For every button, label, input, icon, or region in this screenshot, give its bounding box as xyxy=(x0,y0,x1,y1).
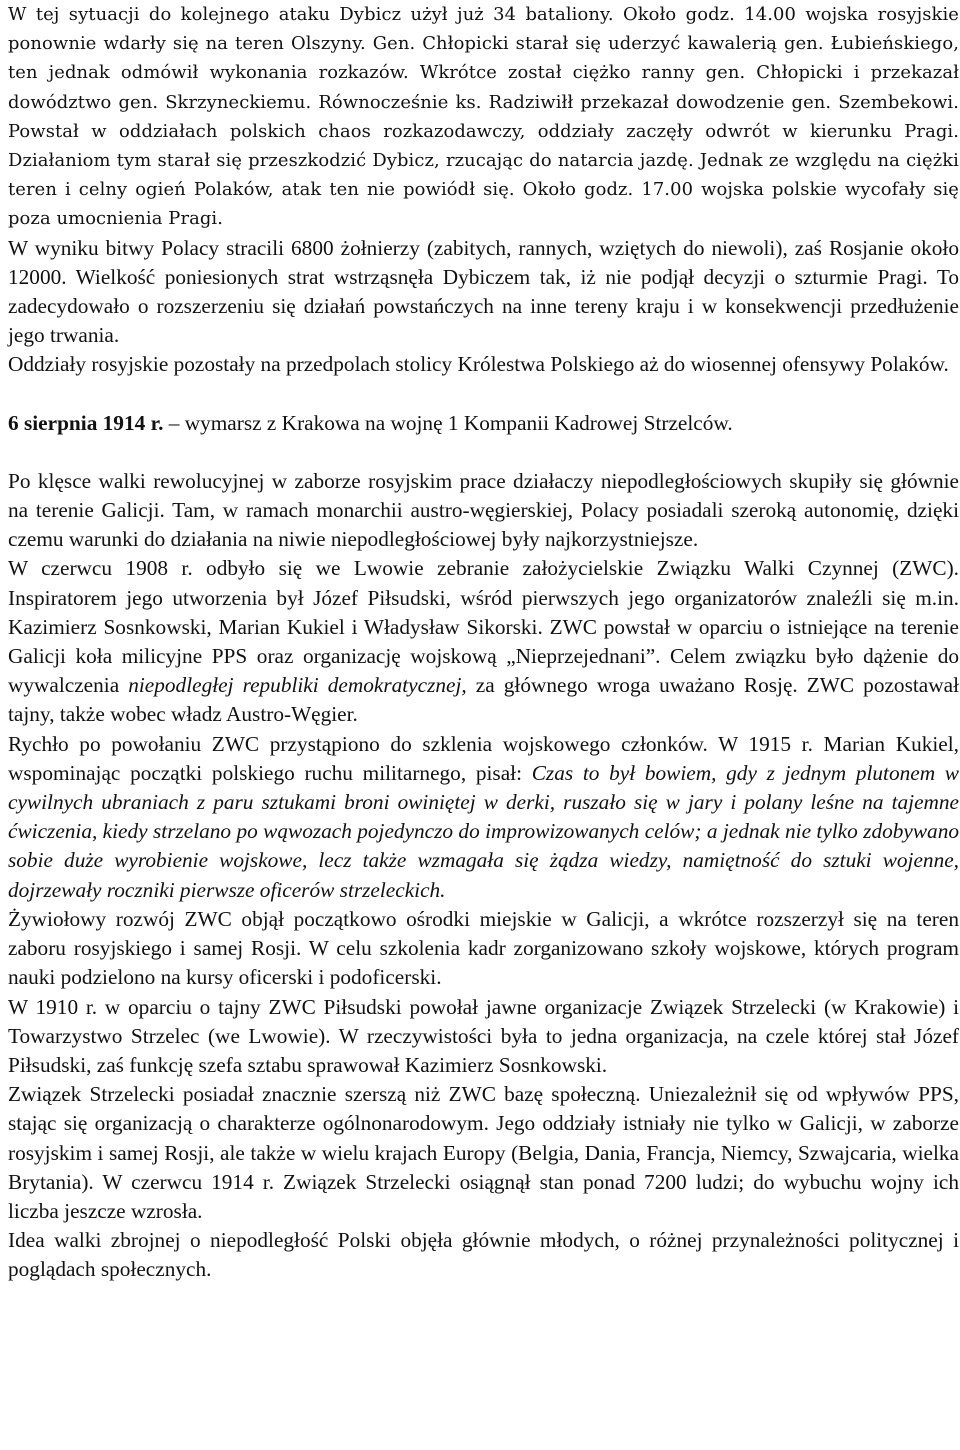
quotation: Czas to był bowiem, gdy z jednym plutonem w cywilnych ubraniach z paru sztukami broni owiniętej w derki, ruszało się w jary i polany leśne na tajemne ćwiczenia, kiedy strzelano po wąwozach pojedynczo do improwizowanych celów; a jednak nie tylko zdobywano sobie duże wyrobienie wojskowe, lecz także wzmagała się żądza wiedzy, namiętność do sztuki wojenne, dojrzewały roczniki pierwsze oficerów strzeleckich. xyxy=(8,760,959,902)
paragraph: Po klęsce walki rewolucyjnej w zaborze rosyjskim prace działaczy niepodległościowych skupiły się głównie na terenie Galicji. Tam, w ramach monarchii austro-węgierskiej, Polacy posiadali szeroką autonomię, dzięki czemu warunki do działania na niwie niepodległościowej były najkorzystniejsze. xyxy=(8,468,959,552)
spacer xyxy=(8,380,959,409)
dated-entry xyxy=(8,409,959,438)
paragraph: Związek Strzelecki posiadał znacznie szerszą niż ZWC bazę społeczną. Uniezależnił się od wpływów PPS, stając się organizacją o charakterze ogólnonarodowym. Jego oddziały istniały nie tylko w Galicji, w zaborze rosyjskim i samej Rosji, ale także w wielu krajach Europy (Belgia, Dania, Francja, Niemcy, Szwajcaria, wielka Brytania). W czerwcu 1914 r. Związek Strzelecki osiągnął stan ponad 7200 ludzi; do wybuchu wojny ich liczba jeszcze wzrosła. xyxy=(8,1082,959,1223)
paragraph xyxy=(8,554,959,729)
paragraph: W 1910 r. w oparciu o tajny ZWC Piłsudski powołał jawne organizacje Związek Strzelecki (w Krakowie) i Towarzystwo Strzelec (we Lwowie). W rzeczywistości była to jedna organizacja, na czele której stał Józef Piłsudski, zaś funkcję szefa sztabu sprawował Kazimierz Sosnkowski. xyxy=(8,994,959,1077)
text-run: Rychło po powołaniu ZWC przystąpiono do szklenia wojskowego członków. W 1915 r. Marian Kukiel, wspominając początki polskiego ruchu militarnego, pisał: xyxy=(8,731,959,785)
paragraph: W tej sytuacji do kolejnego ataku Dybicz użył już 34 bataliony. Około godz. 14.00 wojska rosyjskie ponownie wdarły się na teren Olszyny. Gen. Chłopicki starał się uderzyć kawalerią gen. Łubieńskiego, ten jednak odmówił wykonania rozkazów. Wkrótce został ciężko ranny gen. Chłopicki i przekazał dowództwo gen. Skrzyneckiemu. Równocześnie ks. Radziwiłł przekazał dowodzenie gen. Szembekowi. Powstał w oddziałach polskich chaos rozkazodawczy, oddziały zaczęły odwrót w kierunku Pragi. Działaniom tym starał się przeszkodzić Dybicz, rzucając do natarcia jazdę. Jednak ze względu na ciężki teren i celny ogień Polaków, atak ten nie powiódł się. Około godz. 17.00 wojska polskie wycofały się poza umocnienia Pragi. xyxy=(8,4,959,230)
spacer xyxy=(8,438,959,467)
battle-section xyxy=(8,0,959,234)
paragraph: Żywiołowy rozwój ZWC objął początkowo ośrodki miejskie w Galicji, a wkrótce rozszerzył się na teren zaboru rosyjskiego i samej Rosji. W celu szkolenia kadr zorganizowano szkoły wojskowe, których program nauki podzielono na kursy oficerski i podoficerski. xyxy=(8,906,959,990)
document-page xyxy=(8,0,959,1285)
paragraph: Idea walki zbrojnej o niepodległość Polski objęła głównie młodych, o różnej przynależności politycznej i poglądach społecznych. xyxy=(8,1228,959,1282)
text-run: za głównego wroga uważano Rosję. ZWC pozostawał tajny, także wobec władz Austro-Węgier. xyxy=(8,673,959,727)
entry-text: – wymarsz z Krakowa na wojnę 1 Kompanii Kadrowej Strzelców. xyxy=(163,410,733,435)
entry-date: 6 sierpnia 1914 r. xyxy=(8,410,164,435)
italic-text-run: niepodległej republiki demokratycznej, xyxy=(128,673,467,698)
paragraph: W wyniku bitwy Polacy stracili 6800 żołnierzy (zabitych, rannych, wziętych do niewoli), zaś Rosjanie około 12000. Wielkość poniesionych strat wstrząsnęła Dybiczem tak, iż nie podjął decyzji o szturmie Pragi. To zadecydowało o rozszerzeniu się działań powstańczych na inne tereny kraju i w konsekwencji przedłużenie jego trwania. xyxy=(8,235,959,348)
paragraph xyxy=(8,730,959,905)
paragraph: Oddziały rosyjskie pozostały na przedpolach stolicy Królestwa Polskiego aż do wiosennej ofensywy Polaków. xyxy=(8,352,949,377)
text-run: W czerwcu 1908 r. odbyło się we Lwowie zebranie założycielskie Związku Walki Czynnej (ZWC). Inspiratorem jego utworzenia był Józef Piłsudski, wśród pierwszych jego organizatorów znaleźli się m.in. Kazimierz Sosnkowski, Marian Kukiel i Władysław Sikorski. ZWC powstał w oparciu o istniejące na terenie Galicji koła milicyjne PPS oraz organizację wojskową „Nieprzejednani”. Celem związku było dążenie do wywalczenia xyxy=(8,556,959,698)
